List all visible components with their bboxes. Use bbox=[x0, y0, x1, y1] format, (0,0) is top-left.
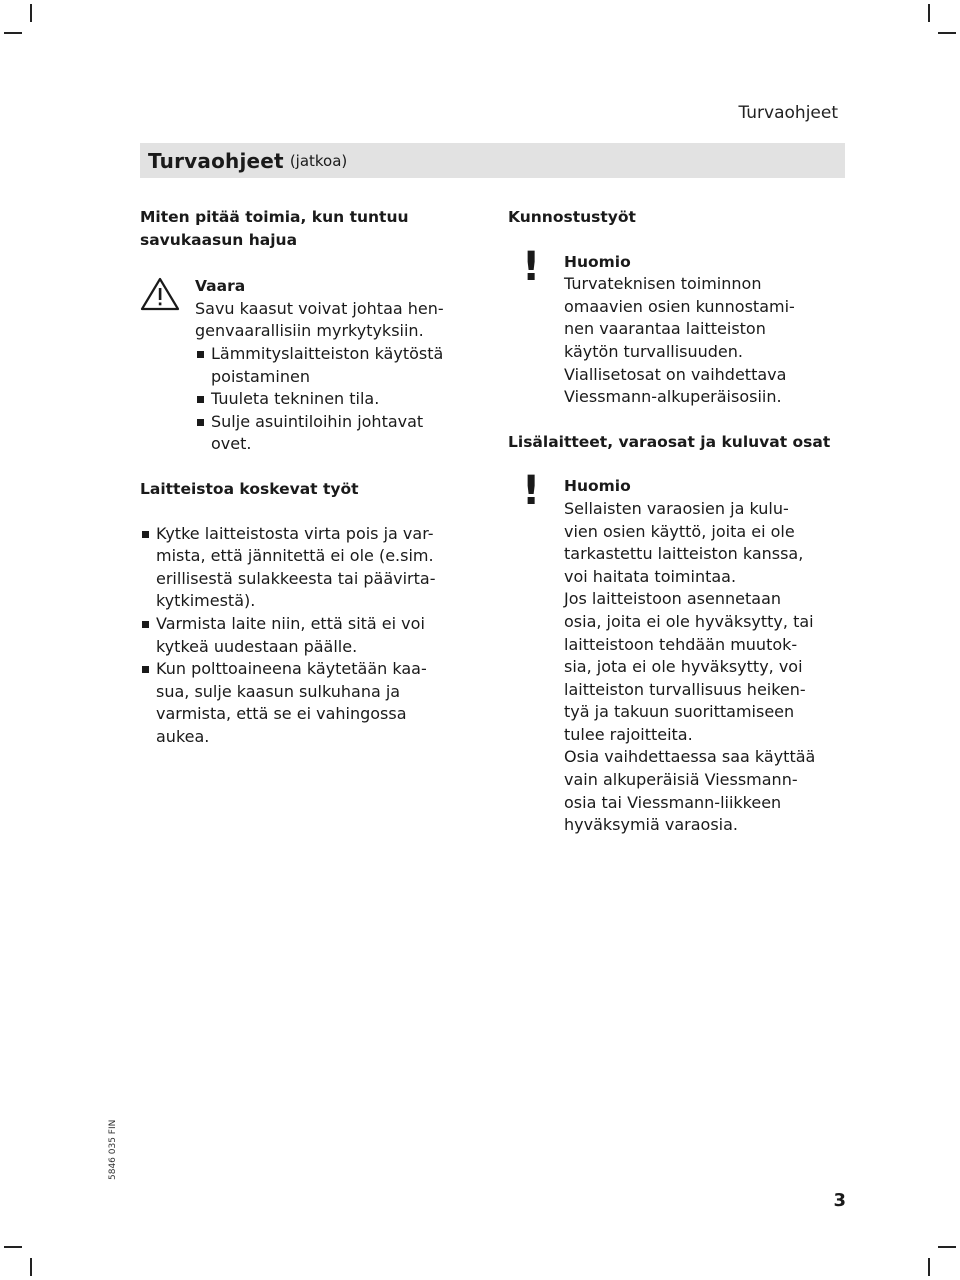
notice-title: Huomio bbox=[564, 252, 631, 271]
crop-mark bbox=[4, 1246, 22, 1248]
notice-title: Huomio bbox=[564, 477, 631, 496]
crop-mark bbox=[938, 32, 956, 34]
danger-bullet: Tuuleta tekninen tila. bbox=[195, 388, 480, 411]
notice-block bbox=[508, 243, 848, 409]
danger-bullet: Sulje asuintiloihin johtavat ovet. bbox=[195, 411, 480, 456]
danger-block bbox=[140, 275, 480, 456]
parts-heading: Lisälaitteet, varaosat ja kuluvat osat bbox=[508, 432, 831, 451]
notice-block bbox=[508, 468, 848, 837]
works-bullet: Varmista laite niin, että sitä ei voi kytkeä uudestaan päälle. bbox=[140, 613, 480, 658]
page-title: Turvaohjeet bbox=[148, 148, 284, 173]
running-header: Turvaohjeet bbox=[738, 103, 838, 123]
works-bullet: Kun polttoaineena käytetään kaa- sua, sulje kaasun sulkuhana ja varmista, että se ei vahingossa aukea. bbox=[140, 658, 480, 748]
crop-mark bbox=[4, 32, 22, 34]
crop-mark bbox=[30, 1258, 32, 1276]
crop-mark bbox=[938, 1246, 956, 1248]
notice-text: Turvateknisen toiminnon omaavien osien kunnostami- nen vaarantaa laitteiston käytön turvallisuuden. Viallisetosat on vaihdettava Viessmann-alkuperäisosiin. bbox=[564, 274, 795, 407]
danger-title: Vaara bbox=[195, 277, 246, 296]
crop-mark bbox=[928, 4, 930, 22]
works-bullet: Kytke laitteistosta virta pois ja var- mista, että jännitettä ei ole (e.sim. erillisestä sulakkeesta tai päävirta- kytkimestä). bbox=[140, 523, 480, 613]
crop-mark bbox=[30, 4, 32, 22]
repair-heading: Kunnostustyöt bbox=[508, 208, 636, 226]
exclamation-icon: ! bbox=[522, 243, 541, 290]
crop-mark bbox=[928, 1258, 930, 1276]
smoke-heading: Miten pitää toimia, kun tuntuu savukaasun hajua bbox=[140, 208, 409, 249]
right-column bbox=[508, 206, 848, 837]
page-number: 3 bbox=[833, 1190, 846, 1211]
danger-text: Savu kaasut voivat johtaa hen- genvaarallisiin myrkytyksiin. bbox=[195, 298, 444, 341]
works-list bbox=[140, 523, 480, 749]
section-title-band bbox=[140, 143, 845, 178]
danger-bullet: Lämmityslaitteiston käytöstä poistaminen bbox=[195, 343, 480, 388]
works-heading: Laitteistoa koskevat työt bbox=[140, 479, 359, 498]
left-column bbox=[140, 206, 480, 748]
warning-triangle-icon bbox=[140, 277, 180, 311]
exclamation-icon: ! bbox=[522, 468, 541, 515]
notice-text: Sellaisten varaosien ja kulu- vien osien käyttö, joita ei ole tarkastettu laitteiston kanssa, voi haitata toimintaa. Jos laitteistoon asennetaan osia, joita ei ole hyväksytty, tai laitteistoon tehdään muutok- sia, jota ei ole hyväksytty, voi laitteiston turvallisuus heiken- tyä ja takuun suorittamiseen tulee rajoitteita. Osia vaihdettaessa saa käyttää vain alkuperäisiä Viessmann- osia tai Viessmann-liikkeen hyväksymiä varaosia. bbox=[564, 498, 816, 835]
page-subtitle: (jatkoa) bbox=[289, 151, 348, 170]
document-code: 5846 035 FIN bbox=[108, 1119, 118, 1180]
